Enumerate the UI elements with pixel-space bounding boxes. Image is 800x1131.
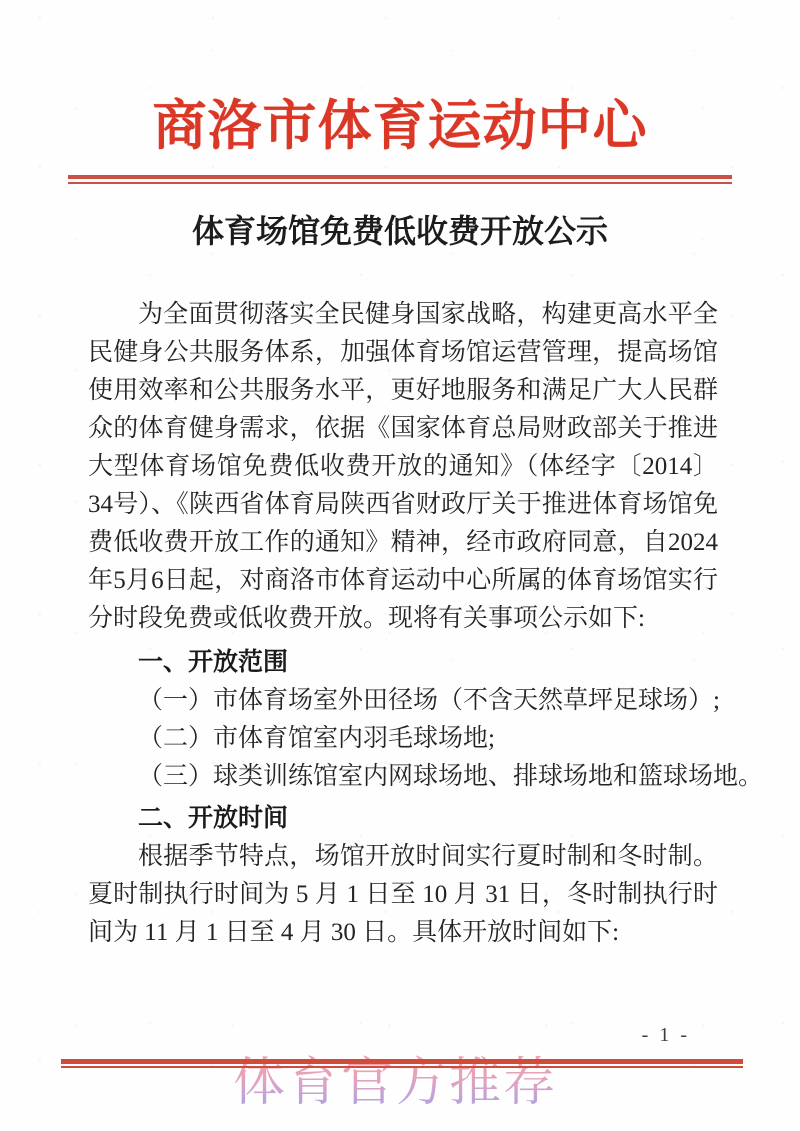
- document-body: [88, 296, 764, 952]
- page-number: - 1 -: [641, 1024, 690, 1046]
- letterhead-divider-rule: [68, 175, 732, 184]
- watermark-text: 体育官方推荐: [232, 1055, 558, 1112]
- letterhead-title: 商洛市体育运动中心: [152, 96, 648, 156]
- list-item-gym-badminton: （二）市体育馆室内羽毛球场地;: [138, 725, 495, 752]
- body-paragraph-hours: 根据季节特点，场馆开放时间实行夏时制和冬时制。夏时制执行时间为 5 月 1 日至 10 月 31 日，冬时制执行时间为 11 月 1 日至 4 月 30 日。具体开放时间如下:: [88, 843, 718, 946]
- list-item-stadium-track: （一）市体育场室外田径场（不含天然草坪足球场）;: [138, 687, 720, 714]
- list-item-training-hall-courts: （三）球类训练馆室内网球场地、排球场地和篮球场地。: [138, 763, 764, 790]
- section-heading-open-scope: 一、开放范围: [138, 649, 289, 676]
- body-paragraph-intro: 为全面贯彻落实全民健身国家战略，构建更高水平全民健身公共服务体系，加强体育场馆运营管理，提高场馆使用效率和公共服务水平，更好地服务和满足广大人民群众的体育健身需求，依据《国家体育总局财政部关于推进大型体育场馆免费低收费开放的通知》（体经字〔2014〕34号）、《陕西省体育局陕西省财政厅关于推进体育场馆免费低收费开放工作的通知》精神，经市政府同意，自2024年5月6日起，对商洛市体育运动中心所属的体育场馆实行分时段免费或低收费开放。现将有关事项公示如下:: [88, 301, 718, 632]
- document-title: 体育场馆免费低收费开放公示: [191, 213, 608, 249]
- section-heading-open-hours: 二、开放时间: [138, 805, 289, 832]
- footer-rule: [61, 1059, 743, 1068]
